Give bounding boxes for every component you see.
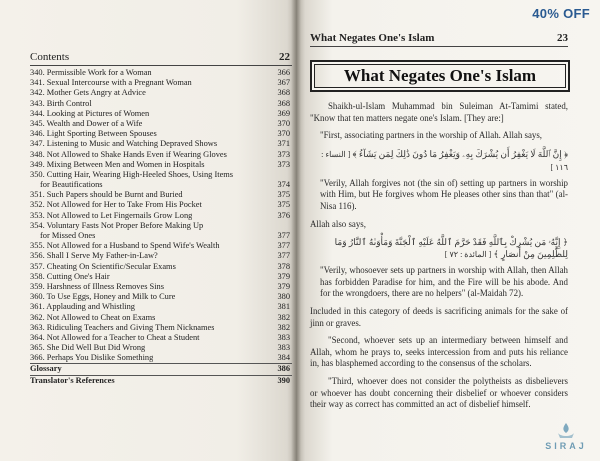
toc-entry bbox=[30, 190, 292, 200]
toc-entry-title: 349. Mixing Between Men and Women in Hospitals bbox=[30, 159, 205, 169]
toc-entry-page: 373 bbox=[277, 159, 290, 169]
toc-entry bbox=[30, 139, 292, 149]
toc-entry-page: 366 bbox=[277, 68, 290, 77]
toc-entry bbox=[30, 272, 292, 282]
toc-entry-title: 358. Cutting One's Hair bbox=[30, 271, 110, 281]
toc-entry-title: 352. Not Allowed for Her to Take From His Pocket bbox=[30, 200, 202, 210]
toc-entry bbox=[30, 364, 292, 375]
arabic-verse-1-text: ﴿ إِنَّ ٱللَّهَ لَا يَغْفِرُ أَن يُشْرَكَ بِهِۦ وَيَغْفِرُ مَا دُونَ ذَٰلِكَ لِمَن يَشَآءُ ﴾ bbox=[352, 148, 568, 159]
toc-entry bbox=[30, 99, 292, 109]
toc-entry-page: 383 bbox=[277, 343, 290, 353]
toc-entry-page: 375 bbox=[277, 190, 290, 200]
toc-entry bbox=[30, 180, 292, 190]
siraj-watermark bbox=[540, 422, 592, 451]
verse-2-translation: "Verily, whosoever sets up partners in worship with Allah, then Allah has forbidden Paradise for him, and the Fire will be his abode. And for the wrongdoers, there are no helpers" (al-Maidah 72). bbox=[320, 265, 568, 299]
toc-entry-page: 370 bbox=[277, 129, 290, 139]
toc-entry-title: for Beautifications bbox=[40, 180, 103, 190]
arabic-verse-1-ref: [ النساء : ١١٦ ] bbox=[321, 149, 568, 172]
intro-paragraph: Shaikh-ul-Islam Muhammad bin Suleiman At-Tamimi stated, "Know that ten matters negate one's Islam. [They are:] bbox=[310, 101, 568, 123]
toc-entry bbox=[30, 129, 292, 139]
toc-entry-page: 368 bbox=[277, 88, 290, 98]
toc-entry-page: 381 bbox=[277, 302, 290, 312]
toc-entry-title: 344. Looking at Pictures of Women bbox=[30, 108, 150, 118]
toc-entry-page: 390 bbox=[277, 375, 290, 385]
toc-entry-title: Glossary bbox=[30, 364, 62, 374]
third-point-paragraph: "Third, whoever does not consider the polytheists as disbelievers or whoever has doubt concerning their disbelief or whoever considers their way as correct has committed an act of disbelief himself. bbox=[310, 375, 568, 410]
toc-header-title: Contents bbox=[30, 51, 70, 63]
toc-entry bbox=[30, 160, 292, 170]
toc-entry bbox=[30, 333, 292, 343]
toc-entry-title: 340. Permissible Work for a Woman bbox=[30, 68, 152, 77]
toc-entry-title: 353. Not Allowed to Let Fingernails Grow Long bbox=[30, 210, 193, 220]
toc-entry bbox=[30, 313, 292, 323]
toc-entry-title: 345. Wealth and Dower of a Wife bbox=[30, 118, 143, 128]
toc-entry-page: 380 bbox=[277, 292, 290, 302]
toc-entry bbox=[30, 88, 292, 98]
right-page bbox=[296, 0, 600, 461]
toc-entry-title: 361. Applauding and Whistling bbox=[30, 302, 135, 312]
toc-entry bbox=[30, 78, 292, 88]
left-page-number: 22 bbox=[279, 51, 290, 63]
toc-entry-page: 369 bbox=[277, 108, 290, 118]
toc-entry bbox=[30, 282, 292, 292]
toc-entry-title: 357. Cheating On Scientific/Secular Exams bbox=[30, 261, 176, 271]
toc-entry-title: 347. Listening to Music and Watching Depraved Shows bbox=[30, 139, 218, 149]
toc-entry-title: 346. Light Sporting Between Spouses bbox=[30, 129, 157, 139]
toc-entry bbox=[30, 262, 292, 272]
chapter-body bbox=[310, 101, 568, 417]
toc-entry-page: 377 bbox=[277, 241, 290, 251]
right-page-number: 23 bbox=[557, 32, 568, 44]
toc-entry bbox=[30, 119, 292, 129]
toc-entry-page: 379 bbox=[277, 271, 290, 281]
toc-entry bbox=[30, 292, 292, 302]
toc-entry bbox=[30, 221, 292, 231]
toc-list bbox=[30, 68, 292, 386]
toc-entry-page: 383 bbox=[277, 332, 290, 342]
chapter-title: What Negates One's Islam bbox=[310, 60, 570, 92]
toc-entry-title: for Missed Ones bbox=[40, 231, 96, 240]
verse-1-translation: "Verily, Allah forgives not (the sin of) setting up partners in worship with Him, but He forgives whom He pleases other sins than that" (al-Nisa 116). bbox=[320, 177, 568, 211]
toc-entry bbox=[30, 170, 292, 180]
toc-entry-title: 355. Not Allowed for a Husband to Spend Wife's Wealth bbox=[30, 241, 220, 251]
toc-entry-title: 350. Cutting Hair, Wearing High-Heeled Shoes, Using Items bbox=[30, 169, 234, 179]
toc-entry-title: 342. Mother Gets Angry at Advice bbox=[30, 88, 146, 98]
running-header bbox=[310, 32, 568, 47]
left-page bbox=[0, 0, 296, 461]
toc-entry bbox=[30, 150, 292, 160]
toc-entry-page: 368 bbox=[277, 98, 290, 108]
toc-entry bbox=[30, 353, 292, 364]
toc-entry bbox=[30, 68, 292, 78]
toc-entry-page: 382 bbox=[277, 322, 290, 332]
toc-entry bbox=[30, 323, 292, 333]
toc-entry-title: 362. Not Allowed to Cheat on Exams bbox=[30, 312, 156, 322]
toc-entry bbox=[30, 109, 292, 119]
toc-entry-page: 376 bbox=[277, 210, 290, 220]
toc-entry-page: 377 bbox=[277, 231, 290, 240]
toc-entry bbox=[30, 251, 292, 261]
siraj-brand-text: SIRAJ bbox=[545, 441, 587, 451]
toc-entry-page: 377 bbox=[277, 251, 290, 261]
arabic-verse-2-text: ﴿ إِنَّهُۥ مَن يُشْرِكْ بِٱللَّهِ فَقَدْ حَرَّمَ ٱللَّهُ عَلَيْهِ ٱلْجَنَّةَ وَمَأْوَىٰهُ ٱلنَّارُ وَمَا لِلظَّٰلِمِينَ مِنْ أَنصَارٍ ﴾ bbox=[334, 237, 568, 260]
toc-entry-title: 360. To Use Eggs, Honey and Milk to Cure bbox=[30, 292, 176, 302]
sale-badge: 40% OFF bbox=[532, 6, 590, 21]
toc-entry bbox=[30, 302, 292, 312]
toc-entry-title: 343. Birth Control bbox=[30, 98, 92, 108]
toc-entry-title: 366. Perhaps You Dislike Something bbox=[30, 353, 154, 363]
toc-entry-page: 370 bbox=[277, 118, 290, 128]
toc-entry bbox=[30, 200, 292, 210]
arabic-verse-2 bbox=[310, 236, 568, 261]
toc-entry-title: 351. Such Papers should be Burnt and Buried bbox=[30, 190, 183, 200]
toc-entry bbox=[30, 211, 292, 221]
toc-entry-page: 373 bbox=[277, 149, 290, 159]
arabic-verse-2-ref: [ المائدة : ٧٢ ] bbox=[444, 250, 492, 260]
toc-entry-page: 379 bbox=[277, 281, 290, 291]
toc-entry-page: 384 bbox=[277, 353, 290, 363]
included-paragraph: Included in this category of deeds is sacrificing animals for the sake of jinn or graves. bbox=[310, 305, 568, 328]
toc-entry-page: 378 bbox=[277, 261, 290, 271]
toc-entry-title: 363. Ridiculing Teachers and Giving Them Nicknames bbox=[30, 322, 215, 332]
toc-entry-title: 359. Harshness of Illness Removes Sins bbox=[30, 281, 164, 291]
toc-entry bbox=[30, 241, 292, 251]
toc-entry-title: 348. Not Allowed to Shake Hands Even if Wearing Gloves bbox=[30, 149, 227, 159]
toc-entry-title: 365. She Did Well But Did Wrong bbox=[30, 343, 146, 353]
point-one-lead: "First, associating partners in the worship of Allah. Allah says, bbox=[320, 130, 543, 141]
book-gutter bbox=[291, 0, 301, 461]
toc-entry bbox=[30, 343, 292, 353]
toc-entry-page: 367 bbox=[277, 78, 290, 88]
arabic-verse-1 bbox=[310, 148, 568, 174]
toc-entry-page: 374 bbox=[277, 180, 290, 190]
toc-entry bbox=[30, 231, 292, 241]
toc-entry-title: 354. Voluntary Fasts Not Proper Before Making Up bbox=[30, 220, 204, 230]
lamp-logo-icon bbox=[555, 422, 577, 440]
toc-header bbox=[30, 51, 292, 66]
toc-entry bbox=[30, 376, 292, 386]
toc-entry-page: 371 bbox=[277, 139, 290, 149]
running-header-title: What Negates One's Islam bbox=[310, 32, 435, 44]
toc-entry-page: 386 bbox=[277, 364, 290, 374]
toc-entry-title: Translator's References bbox=[30, 375, 115, 385]
toc-entry-title: 356. Shall I Serve My Father-in-Law? bbox=[30, 251, 158, 261]
toc-entry-page: 382 bbox=[277, 312, 290, 322]
toc-entry-title: 341. Sexual Intercourse with a Pregnant Woman bbox=[30, 78, 192, 88]
also-says-line: Allah also says, bbox=[310, 218, 366, 229]
second-point-paragraph: "Second, whoever sets up an intermediary between himself and Allah, whom he prays to, seeks intercession from and puts his reliance in, has blasphemed according to the consensus of the scholars. bbox=[310, 335, 568, 369]
toc-entry-page: 375 bbox=[277, 200, 290, 210]
toc-entry-title: 364. Not Allowed for a Teacher to Cheat a Student bbox=[30, 332, 200, 342]
